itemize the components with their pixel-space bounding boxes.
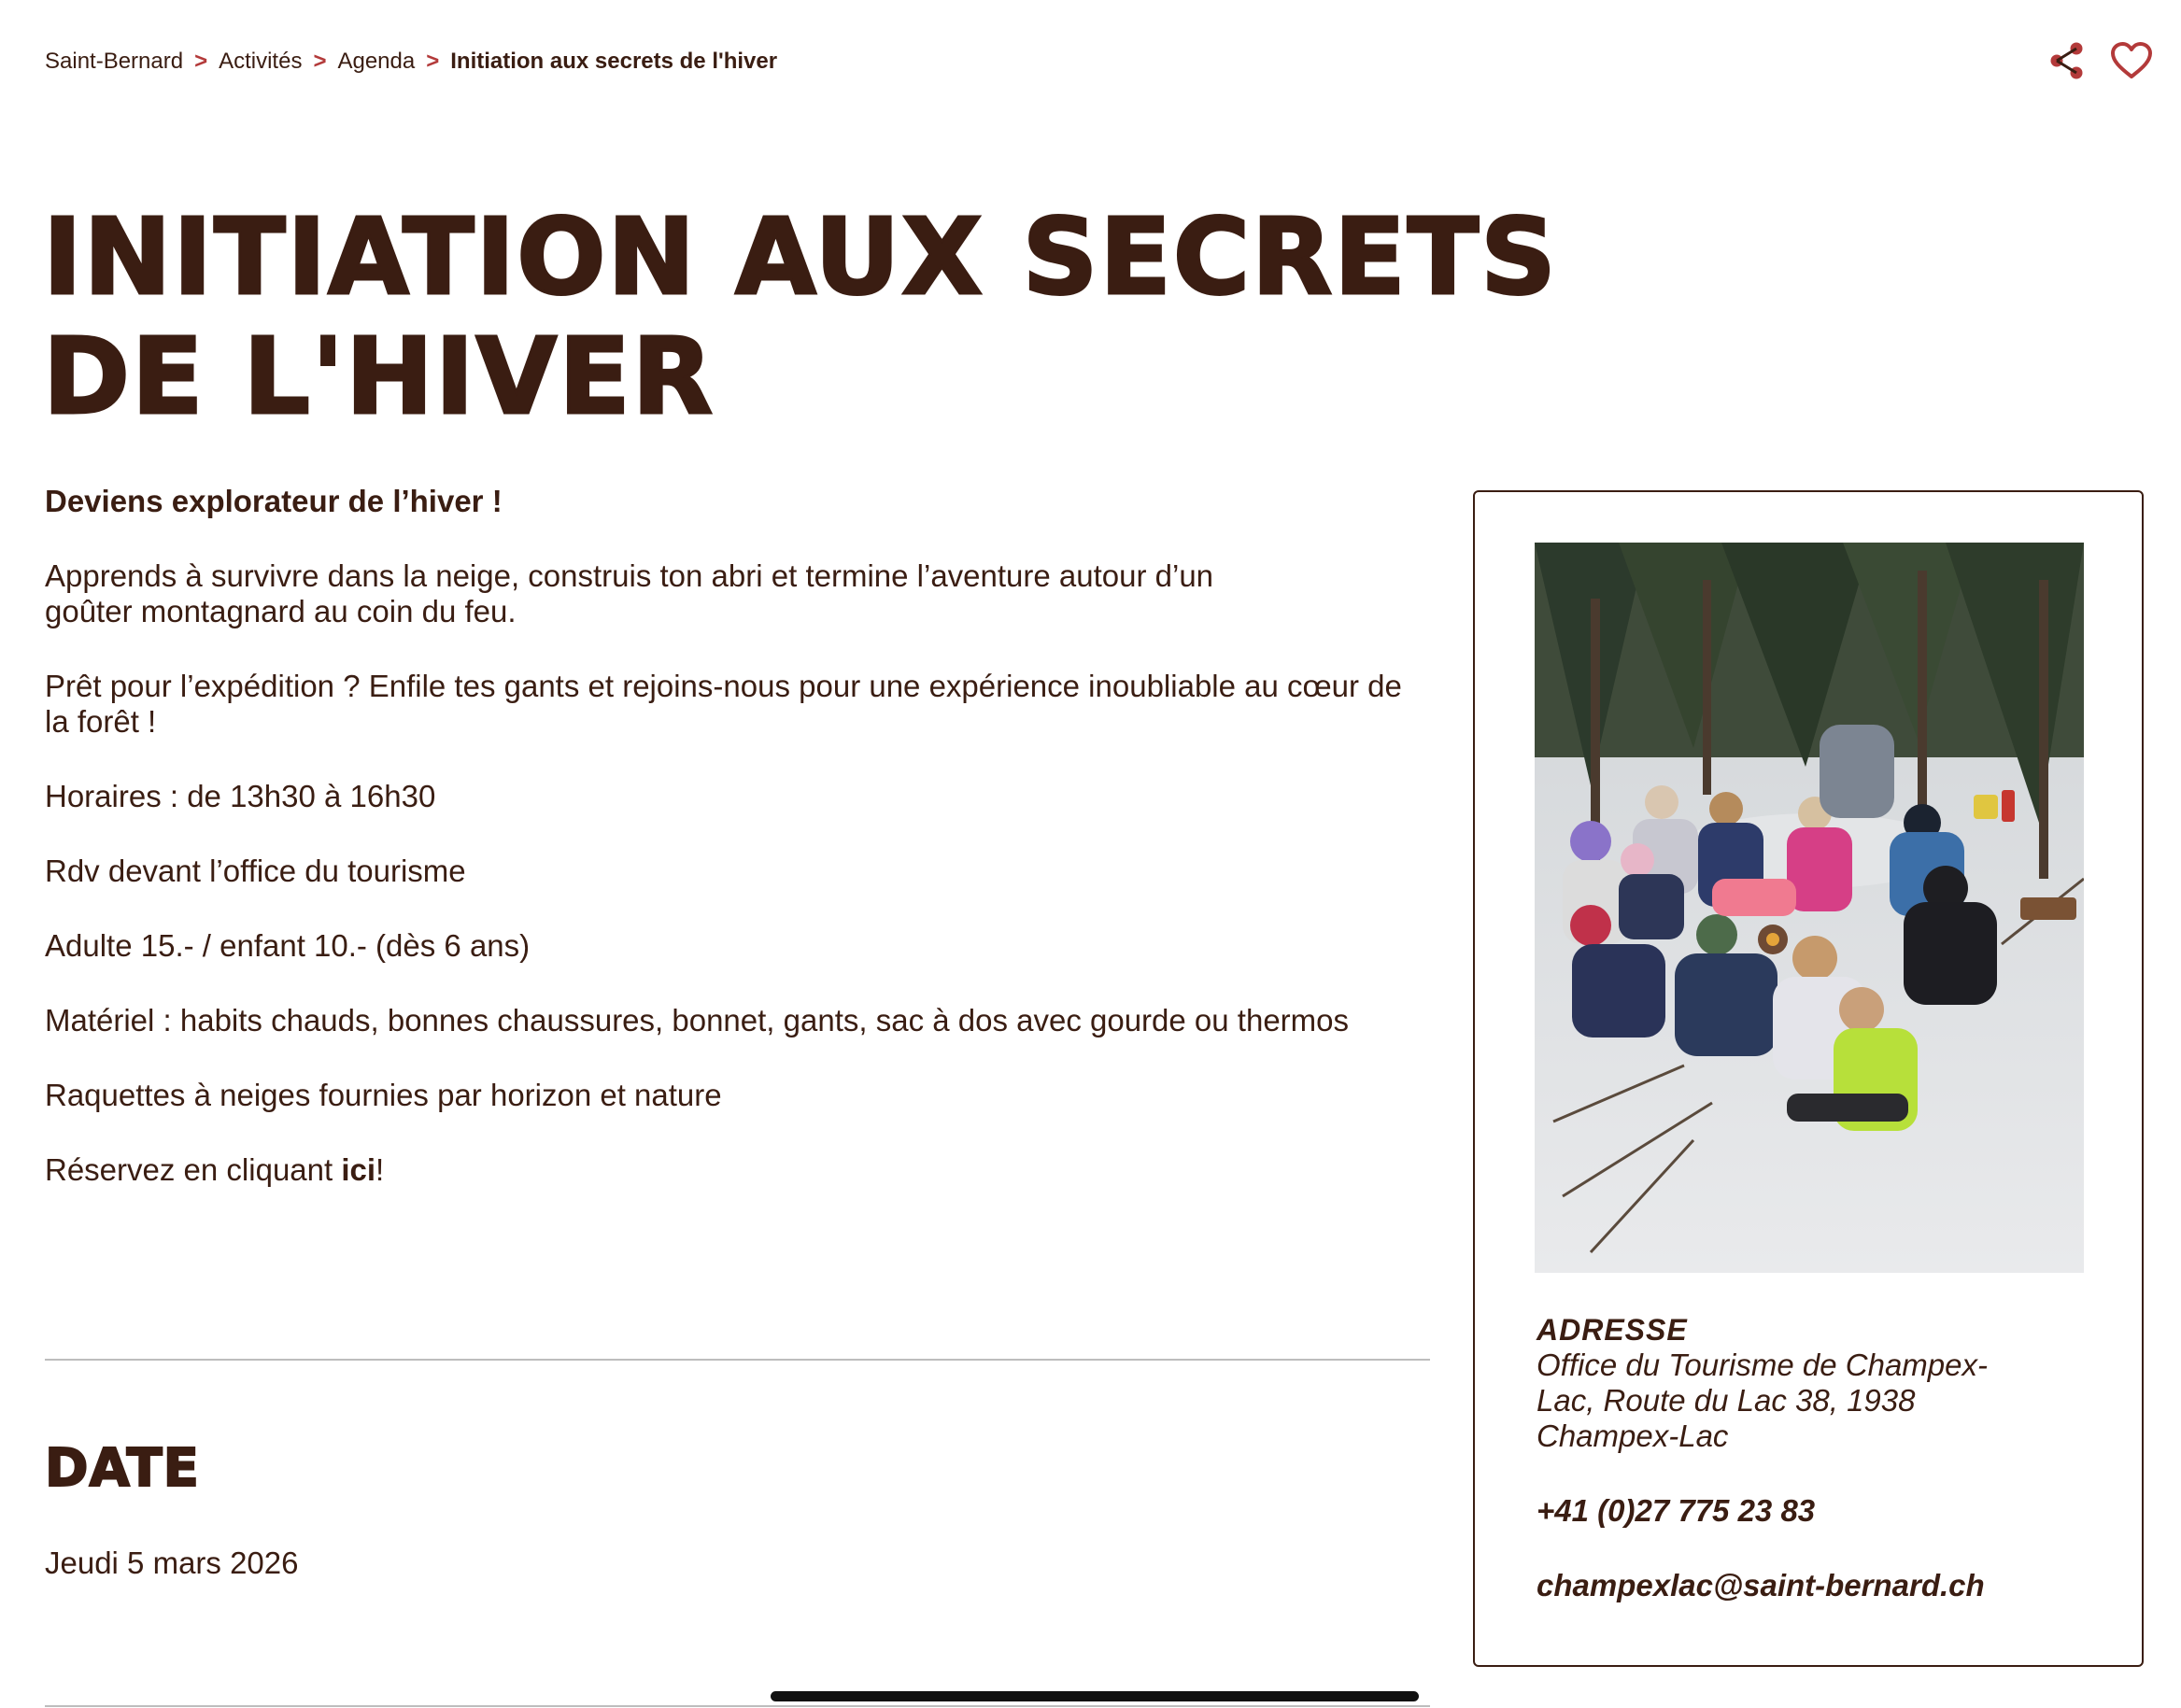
- heart-icon: [2110, 41, 2153, 80]
- divider: [45, 1359, 1430, 1361]
- schedule-text: Horaires : de 13h30 à 16h30: [45, 779, 436, 813]
- equipment-text: Matériel : habits chauds, bonnes chaussures, bonnet, gants, sac à dos avec gourde ou thermos: [45, 1003, 1350, 1038]
- address-text: Office du Tourisme de Champex-Lac, Route du Lac 38, 1938 Champex-Lac: [1537, 1348, 1988, 1453]
- page-actions: [2048, 41, 2153, 80]
- contact-info: [1537, 1312, 2097, 1643]
- breadcrumb-item-saint-bernard[interactable]: Saint-Bernard: [45, 49, 184, 74]
- page-title: INITIATION AUX SECRETS DE L'HIVER: [43, 197, 1558, 438]
- info-card: [1473, 490, 2144, 1667]
- address-heading: ADRESSE: [1537, 1313, 1688, 1347]
- breadcrumb: [45, 49, 777, 75]
- reservation-text: [45, 1152, 1446, 1188]
- share-icon: [2048, 41, 2086, 80]
- breadcrumb-current: Initiation aux secrets de l'hiver: [450, 49, 778, 74]
- price-text: Adulte 15.- / enfant 10.- (dès 6 ans): [45, 928, 531, 963]
- date-value: Jeudi 5 mars 2026: [45, 1546, 299, 1580]
- home-indicator[interactable]: [771, 1691, 1419, 1701]
- breadcrumb-separator: >: [426, 49, 440, 74]
- breadcrumb-item-agenda[interactable]: Agenda: [337, 49, 416, 74]
- description-paragraph: Prêt pour l’expédition ? Enfile tes gants et rejoins-nous pour une expérience inoubliable au cœur de la forêt !: [45, 669, 1402, 739]
- phone-link[interactable]: +41 (0)27 775 23 83: [1537, 1493, 1816, 1528]
- meeting-point-text: Rdv devant l’office du tourisme: [45, 854, 466, 888]
- favorite-button[interactable]: [2110, 41, 2153, 80]
- description-lead: Deviens explorateur de l’hiver !: [45, 484, 503, 518]
- reservation-suffix: !: [375, 1152, 385, 1187]
- divider: [45, 1705, 1430, 1707]
- description-paragraph: Apprends à survivre dans la neige, construis ton abri et termine l’aventure autour d’un goûter montagnard au coin du feu.: [45, 558, 1214, 628]
- date-heading: DATE: [45, 1438, 200, 1499]
- email-link[interactable]: champexlac@saint-bernard.ch: [1537, 1568, 1985, 1602]
- event-description: [45, 484, 1446, 1227]
- event-photo-image: [1535, 543, 2084, 1273]
- breadcrumb-item-activites[interactable]: Activités: [219, 49, 303, 74]
- event-photo: [1535, 543, 2084, 1273]
- breadcrumb-separator: >: [313, 49, 327, 74]
- reservation-prefix: Réservez en cliquant: [45, 1152, 342, 1187]
- share-button[interactable]: [2048, 41, 2086, 80]
- breadcrumb-separator: >: [194, 49, 208, 74]
- reservation-link[interactable]: ici: [341, 1152, 376, 1187]
- snowshoes-text: Raquettes à neiges fournies par horizon et nature: [45, 1078, 722, 1112]
